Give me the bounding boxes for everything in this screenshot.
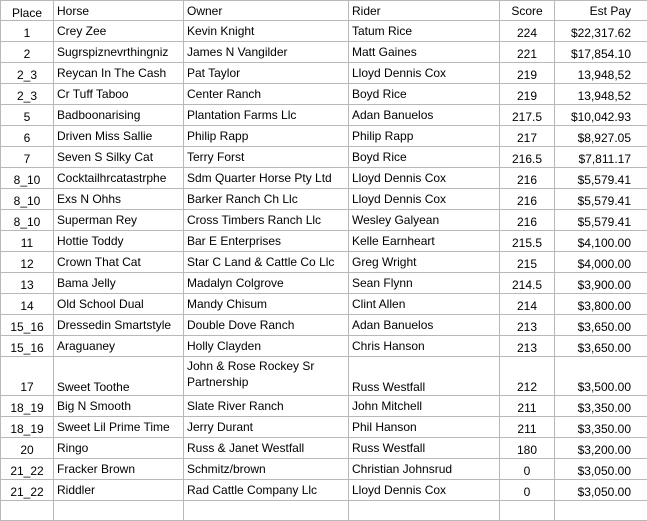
cell-horse: Riddler: [54, 480, 184, 501]
cell-score: 215: [500, 252, 555, 273]
cell-rider: Clint Allen: [349, 294, 500, 315]
cell-score: 180: [500, 438, 555, 459]
cell-pay: 13,948,52: [555, 63, 647, 84]
table-row: [1, 42, 647, 63]
table-row: [1, 210, 647, 231]
table-row: [1, 273, 647, 294]
cell-rider: Kelle Earnheart: [349, 231, 500, 252]
table-row: [1, 396, 647, 417]
cell-owner: Rad Cattle Company Llc: [184, 480, 349, 501]
cell-score: 219: [500, 63, 555, 84]
table-row: [1, 147, 647, 168]
table-row: [1, 189, 647, 210]
cell-rider: Wesley Galyean: [349, 210, 500, 231]
cell-place: 15_16: [1, 336, 54, 357]
cell-horse: Crey Zee: [54, 21, 184, 42]
column-header-score: Score: [500, 1, 555, 21]
cell-pay: $3,050.00: [555, 459, 647, 480]
cell-place: 21_22: [1, 459, 54, 480]
cell-rider: Russ Westfall: [349, 357, 500, 396]
cell-owner: Bar E Enterprises: [184, 231, 349, 252]
table-row: [1, 480, 647, 501]
cell-place: 8_10: [1, 168, 54, 189]
cell-owner: Kevin Knight: [184, 21, 349, 42]
cell-rider: Matt Gaines: [349, 42, 500, 63]
cell-horse: Old School Dual: [54, 294, 184, 315]
cell-rider: Philip Rapp: [349, 126, 500, 147]
table-row: [1, 357, 647, 396]
cell-horse: Dressedin Smartstyle: [54, 315, 184, 336]
cell-rider: Sean Flynn: [349, 273, 500, 294]
table-row: [1, 252, 647, 273]
cell-place: 18_19: [1, 417, 54, 438]
cell-score: 221: [500, 42, 555, 63]
cell-horse: Driven Miss Sallie: [54, 126, 184, 147]
cell-horse: Hottie Toddy: [54, 231, 184, 252]
cell-pay: $5,579.41: [555, 168, 647, 189]
header-row: [1, 1, 647, 21]
cell-score: 216: [500, 210, 555, 231]
cell-owner: Pat Taylor: [184, 63, 349, 84]
table-row: [1, 315, 647, 336]
cell-horse: Exs N Ohhs: [54, 189, 184, 210]
cell-score: 0: [500, 480, 555, 501]
cell-empty: [54, 501, 184, 521]
cell-place: 2_3: [1, 63, 54, 84]
cell-owner: Plantation Farms Llc: [184, 105, 349, 126]
cell-place: 14: [1, 294, 54, 315]
column-header-pay: Est Pay: [555, 1, 647, 21]
cell-rider: Chris Hanson: [349, 336, 500, 357]
cell-owner: Holly Clayden: [184, 336, 349, 357]
cell-pay: $3,650.00: [555, 336, 647, 357]
table-row: [1, 84, 647, 105]
column-header-horse: Horse: [54, 1, 184, 21]
cell-score: 214: [500, 294, 555, 315]
cell-rider: Christian Johnsrud: [349, 459, 500, 480]
table-row-empty: [1, 501, 647, 521]
cell-place: 18_19: [1, 396, 54, 417]
cell-owner: Center Ranch: [184, 84, 349, 105]
cell-horse: Bama Jelly: [54, 273, 184, 294]
table-row: [1, 63, 647, 84]
cell-owner: Madalyn Colgrove: [184, 273, 349, 294]
table-row: [1, 294, 647, 315]
cell-place: 17: [1, 357, 54, 396]
cell-horse: Sweet Toothe: [54, 357, 184, 396]
cell-horse: Cr Tuff Taboo: [54, 84, 184, 105]
cell-place: 13: [1, 273, 54, 294]
table-row: [1, 417, 647, 438]
cell-rider: Boyd Rice: [349, 84, 500, 105]
cell-rider: John Mitchell: [349, 396, 500, 417]
cell-pay: $10,042.93: [555, 105, 647, 126]
table-row: [1, 459, 647, 480]
cell-place: 6: [1, 126, 54, 147]
cell-rider: Tatum Rice: [349, 21, 500, 42]
cell-score: 212: [500, 357, 555, 396]
cell-score: 215.5: [500, 231, 555, 252]
cell-pay: $22,317.62: [555, 21, 647, 42]
cell-owner: James N Vangilder: [184, 42, 349, 63]
cell-score: 217.5: [500, 105, 555, 126]
cell-horse: Reycan In The Cash: [54, 63, 184, 84]
cell-place: 12: [1, 252, 54, 273]
cell-score: 213: [500, 336, 555, 357]
cell-horse: Ringo: [54, 438, 184, 459]
cell-pay: $3,050.00: [555, 480, 647, 501]
cell-horse: Superman Rey: [54, 210, 184, 231]
cell-empty: [184, 501, 349, 521]
cell-horse: Sugrspiznevrthingniz: [54, 42, 184, 63]
cell-score: 219: [500, 84, 555, 105]
cell-place: 1: [1, 21, 54, 42]
table-row: [1, 168, 647, 189]
cell-score: 216: [500, 189, 555, 210]
cell-owner: John & Rose Rockey Sr Partnership: [184, 357, 349, 396]
cell-rider: Lloyd Dennis Cox: [349, 189, 500, 210]
cell-rider: Adan Banuelos: [349, 105, 500, 126]
table-row: [1, 231, 647, 252]
cell-rider: Phil Hanson: [349, 417, 500, 438]
cell-score: 216: [500, 168, 555, 189]
cell-pay: 13,948,52: [555, 84, 647, 105]
cell-horse: Fracker Brown: [54, 459, 184, 480]
cell-horse: Crown That Cat: [54, 252, 184, 273]
cell-place: 20: [1, 438, 54, 459]
cell-score: 213: [500, 315, 555, 336]
cell-score: 211: [500, 396, 555, 417]
cell-place: 7: [1, 147, 54, 168]
cell-owner: Double Dove Ranch: [184, 315, 349, 336]
cell-pay: $3,500.00: [555, 357, 647, 396]
cell-empty: [500, 501, 555, 521]
table-row: [1, 438, 647, 459]
cell-pay: $3,200.00: [555, 438, 647, 459]
cell-place: 11: [1, 231, 54, 252]
cell-score: 217: [500, 126, 555, 147]
table-row: [1, 336, 647, 357]
column-header-owner: Owner: [184, 1, 349, 21]
cell-pay: $4,100.00: [555, 231, 647, 252]
cell-owner: Cross Timbers Ranch Llc: [184, 210, 349, 231]
cell-rider: Greg Wright: [349, 252, 500, 273]
cell-rider: Boyd Rice: [349, 147, 500, 168]
cell-rider: Lloyd Dennis Cox: [349, 480, 500, 501]
cell-horse: Seven S Silky Cat: [54, 147, 184, 168]
cell-score: 216.5: [500, 147, 555, 168]
cell-empty: [555, 501, 647, 521]
cell-pay: $5,579.41: [555, 189, 647, 210]
cell-pay: $8,927.05: [555, 126, 647, 147]
cell-owner: Mandy Chisum: [184, 294, 349, 315]
cell-pay: $5,579.41: [555, 210, 647, 231]
cell-place: 8_10: [1, 189, 54, 210]
cell-pay: $3,800.00: [555, 294, 647, 315]
cell-owner: Philip Rapp: [184, 126, 349, 147]
cell-place: 5: [1, 105, 54, 126]
cell-owner: Jerry Durant: [184, 417, 349, 438]
cell-owner: Slate River Ranch: [184, 396, 349, 417]
cell-horse: Araguaney: [54, 336, 184, 357]
cell-horse: Cocktailhrcatastrphe: [54, 168, 184, 189]
cell-pay: $3,350.00: [555, 396, 647, 417]
cell-pay: $7,811.17: [555, 147, 647, 168]
table-row: [1, 105, 647, 126]
cell-pay: $3,350.00: [555, 417, 647, 438]
cell-owner: Russ & Janet Westfall: [184, 438, 349, 459]
cell-place: 21_22: [1, 480, 54, 501]
cell-score: 0: [500, 459, 555, 480]
cell-pay: $17,854.10: [555, 42, 647, 63]
column-header-place: Place: [1, 1, 54, 21]
cell-pay: $4,000.00: [555, 252, 647, 273]
cell-owner: Terry Forst: [184, 147, 349, 168]
cell-place: 15_16: [1, 315, 54, 336]
cell-score: 211: [500, 417, 555, 438]
cell-owner: Barker Ranch Ch Llc: [184, 189, 349, 210]
cell-place: 2: [1, 42, 54, 63]
cell-rider: Lloyd Dennis Cox: [349, 168, 500, 189]
table-row: [1, 21, 647, 42]
cell-owner: Sdm Quarter Horse Pty Ltd: [184, 168, 349, 189]
cell-rider: Adan Banuelos: [349, 315, 500, 336]
cell-rider: Lloyd Dennis Cox: [349, 63, 500, 84]
cell-score: 224: [500, 21, 555, 42]
column-header-rider: Rider: [349, 1, 500, 21]
table-row: [1, 126, 647, 147]
cell-horse: Badboonarising: [54, 105, 184, 126]
cell-pay: $3,900.00: [555, 273, 647, 294]
cell-owner: Star C Land & Cattle Co Llc: [184, 252, 349, 273]
cell-place: 8_10: [1, 210, 54, 231]
cell-horse: Sweet Lil Prime Time: [54, 417, 184, 438]
cell-empty: [349, 501, 500, 521]
cell-place: 2_3: [1, 84, 54, 105]
cell-score: 214.5: [500, 273, 555, 294]
cell-horse: Big N Smooth: [54, 396, 184, 417]
cell-owner: Schmitz/brown: [184, 459, 349, 480]
cell-empty: [1, 501, 54, 521]
cell-pay: $3,650.00: [555, 315, 647, 336]
cell-rider: Russ Westfall: [349, 438, 500, 459]
